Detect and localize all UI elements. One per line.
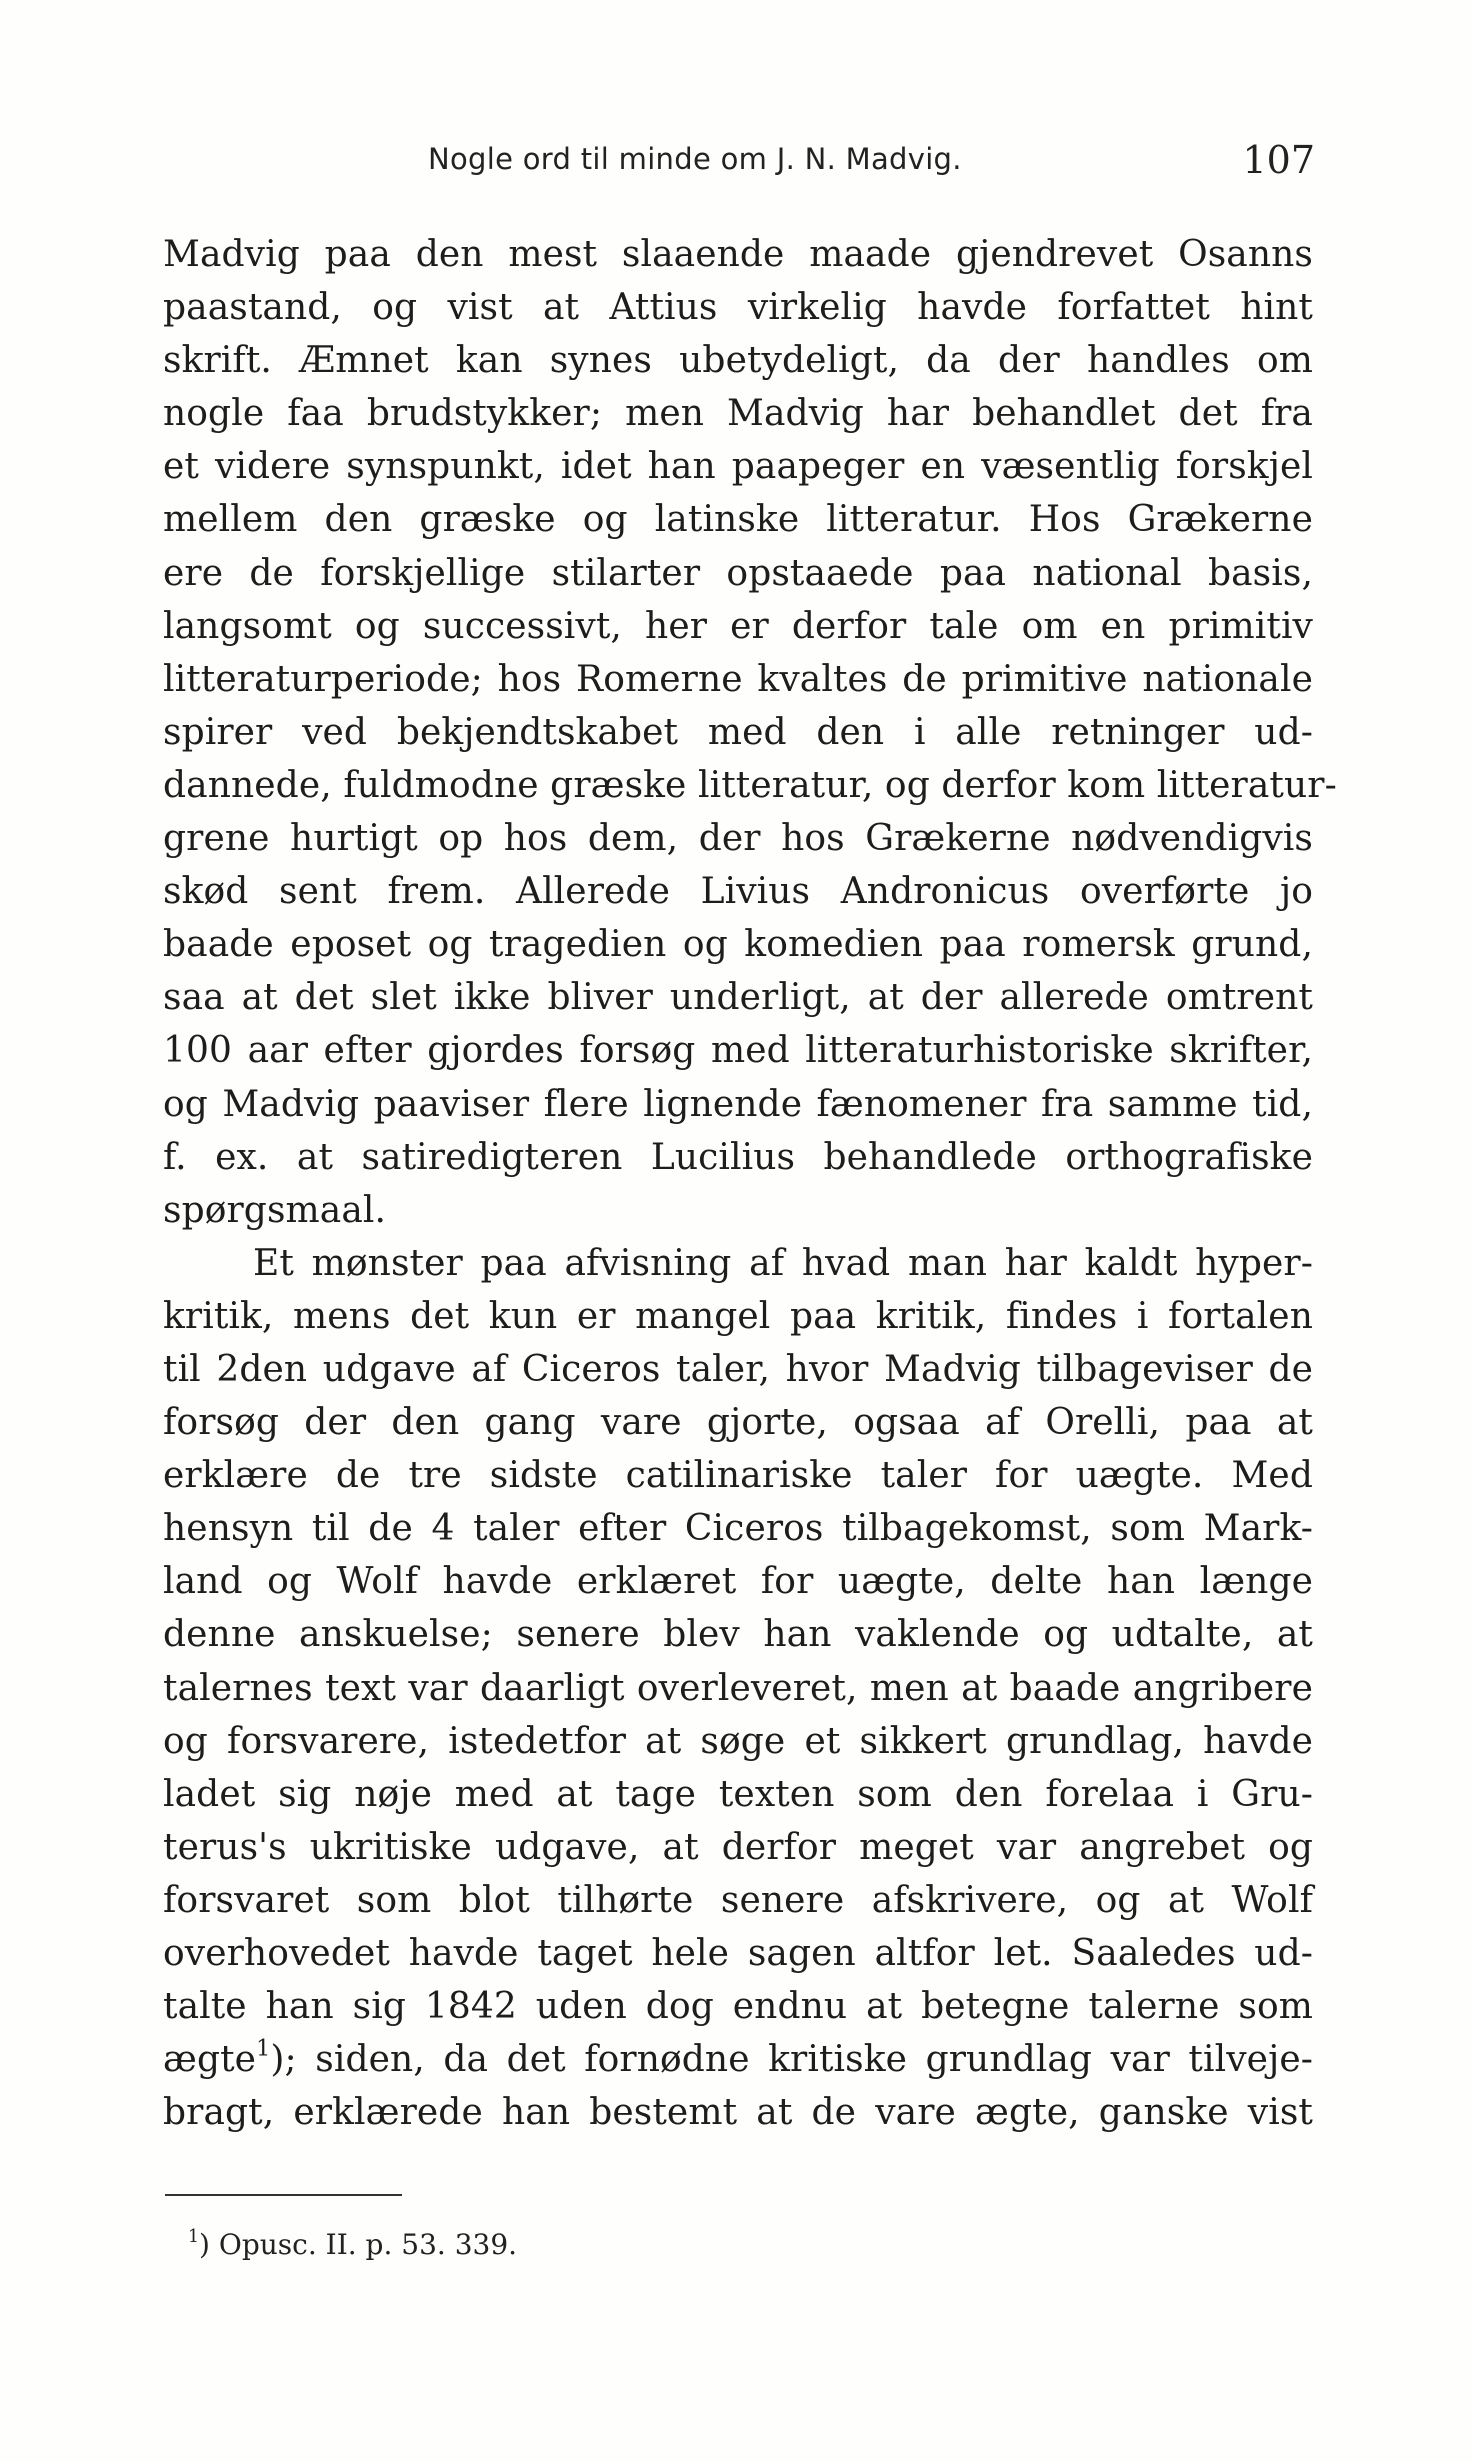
text-line: denne anskuelse; senere blev han vaklende og udtalte, at (163, 1614, 1313, 1656)
text-line: nogle faa brudstykker; men Madvig har behandlet det fra (163, 393, 1313, 435)
text-fragment: ægte (163, 2039, 257, 2081)
text-line: skrift. Æmnet kan synes ubetydeligt, da der handles om (163, 340, 1313, 382)
text-line: paastand, og vist at Attius virkelig havde forfattet hint (163, 287, 1313, 329)
footnote-text: ) Opusc. II. p. 53. 339. (199, 2228, 518, 2261)
text-line: bragt, erklærede han bestemt at de vare ægte, ganske vist (163, 2092, 1313, 2134)
text-line: ere de forskjellige stilarter opstaaede paa national basis, (163, 552, 1313, 594)
text-line: talernes text var daarligt overleveret, men at baade angribere (163, 1667, 1313, 1709)
text-line: dannede, fuldmodne græske litteratur, og derfor kom litteratur- (163, 764, 1337, 806)
text-line: f. ex. at satiredigteren Lucilius behandlede orthografiske (163, 1136, 1313, 1178)
text-line: Madvig paa den mest slaaende maade gjendrevet Osanns (163, 234, 1313, 275)
footnote-divider (165, 2194, 402, 2196)
text-line: baade eposet og tragedien og komedien paa romersk grund, (163, 924, 1313, 966)
body-text (163, 228, 1337, 2139)
text-line: hensyn til de 4 taler efter Ciceros tilbagekomst, som Mark- (163, 1508, 1313, 1550)
text-line: land og Wolf havde erklæret for uægte, delte han længe (163, 1561, 1313, 1603)
text-line: til 2den udgave af Ciceros taler, hvor Madvig tilbageviser de (163, 1348, 1313, 1390)
footnote-reference[interactable]: 1 (256, 2035, 271, 2062)
text-line: terus's ukritiske udgave, at derfor meget var angrebet og (163, 1826, 1313, 1868)
page-number: 107 (1242, 138, 1315, 182)
text-line: litteraturperiode; hos Romerne kvaltes de primitive nationale (163, 658, 1313, 700)
text-line: skød sent frem. Allerede Livius Andronicus overførte jo (163, 871, 1313, 913)
text-line: Et mønster paa afvisning af hvad man har kaldt hyper- (253, 1242, 1313, 1284)
text-line: spirer ved bekjendtskabet med den i alle retninger ud- (163, 711, 1313, 753)
text-line: 100 aar efter gjordes forsøg med litteraturhistoriske skrifter, (163, 1030, 1313, 1072)
text-line: et videre synspunkt, idet han paapeger en væsentlig forskjel (163, 446, 1313, 488)
text-line: og forsvarere, istedetfor at søge et sikkert grundlag, havde (163, 1720, 1313, 1762)
text-line: kritik, mens det kun er mangel paa kritik, findes i fortalen (163, 1295, 1313, 1337)
text-line: langsomt og successivt, her er derfor tale om en primitiv (163, 605, 1313, 647)
text-line: forsøg der den gang vare gjorte, ogsaa af Orelli, paa at (163, 1402, 1313, 1444)
text-line: saa at det slet ikke bliver underligt, at der allerede omtrent (163, 977, 1313, 1019)
text-line: overhovedet havde taget hele sagen altfor let. Saaledes ud- (163, 1933, 1313, 1974)
text-line: ladet sig nøje med at tage texten som den forelaa i Gru- (163, 1773, 1313, 1815)
text-line: erklære de tre sidste catilinariske taler for uægte. Med (163, 1455, 1313, 1497)
page-header (160, 138, 1315, 192)
running-title: Nogle ord til minde om J. N. Madvig. (428, 142, 962, 176)
text-line-with-footnote-ref (163, 2033, 1313, 2086)
text-line: og Madvig paaviser flere lignende fænomener fra samme tid, (163, 1083, 1313, 1125)
text-line: forsvaret som blot tilhørte senere afskrivere, og at Wolf (163, 1879, 1313, 1921)
text-line: grene hurtigt op hos dem, der hos Grækerne nødvendigvis (163, 818, 1313, 860)
text-line: mellem den græske og latinske litteratur. Hos Grækerne (163, 499, 1313, 541)
text-line: talte han sig 1842 uden dog endnu at betegne talerne som (163, 1986, 1313, 2028)
footnote-marker: 1 (188, 2226, 200, 2247)
text-line: spørgsmaal. (163, 1189, 387, 1231)
footnote (188, 2228, 517, 2261)
text-fragment: ); siden, da det fornødne kritiske grundlag var tilveje- (270, 2039, 1313, 2081)
